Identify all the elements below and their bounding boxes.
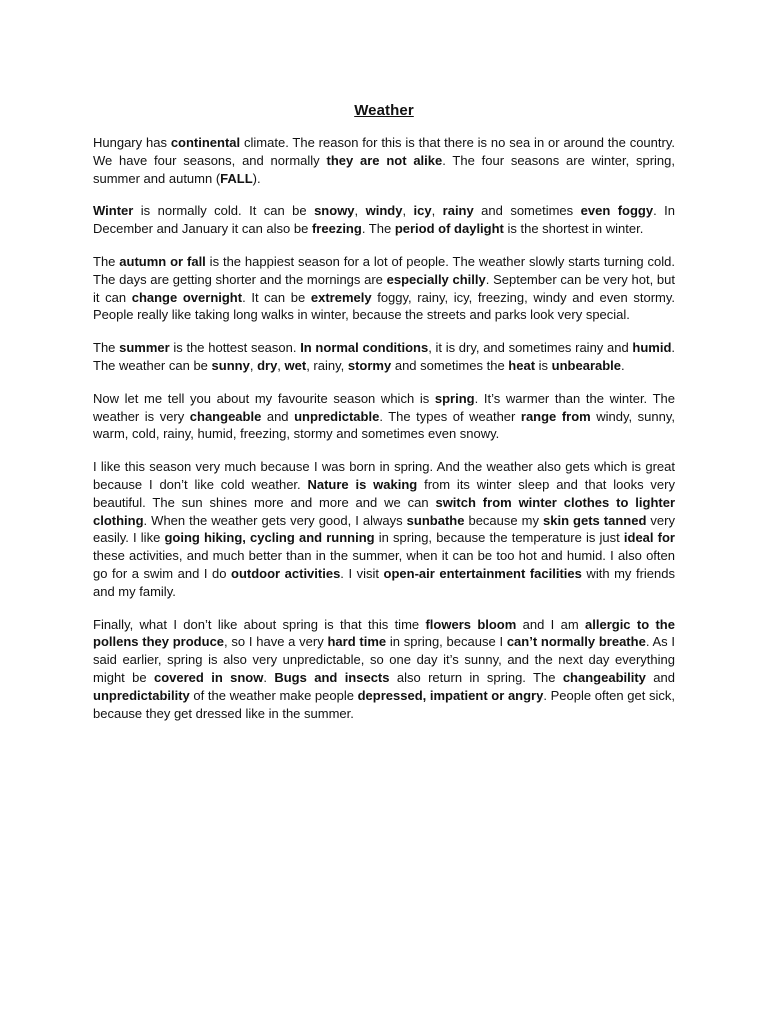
bold-phrase: unbearable [551, 357, 622, 373]
text-run: I like this season very much because I was born in spring. And the weather also gets which is great because I don’t like cold weather. [93, 459, 675, 492]
text-run: with my friends and my family. [93, 565, 675, 599]
text-run: , [402, 203, 414, 219]
text-run: of the weather make people [189, 687, 358, 703]
bold-phrase: humid [632, 340, 672, 356]
text-run: in spring, because the temperature is just [374, 530, 624, 546]
bold-phrase: In normal conditions [300, 340, 429, 356]
bold-phrase: switch from winter clothes to lighter clothing [93, 494, 675, 528]
paragraph [93, 253, 675, 324]
bold-phrase: covered in snow [153, 669, 264, 685]
text-run: . The four seasons are winter, spring, summer and autumn ( [93, 152, 675, 186]
text-run: and I am [516, 616, 586, 632]
bold-phrase: period of daylight [394, 221, 504, 237]
text-run: is the hottest season. [169, 340, 301, 356]
bold-phrase: changeability [562, 669, 646, 685]
bold-phrase: icy [413, 203, 432, 219]
text-run: and [645, 669, 675, 685]
paragraph [93, 202, 675, 238]
bold-phrase: they are not alike [326, 152, 443, 168]
bold-phrase: snowy [314, 203, 355, 219]
text-run: , [354, 203, 366, 219]
text-run: . [263, 669, 275, 685]
text-run: Finally, what I don’t like about spring is that this time [93, 616, 426, 632]
text-run: is the shortest in winter. [503, 221, 644, 237]
bold-phrase: even foggy [580, 203, 654, 219]
bold-phrase: Winter [93, 203, 134, 219]
bold-phrase: spring [434, 390, 475, 406]
text-run: . The types of weather [379, 408, 521, 424]
bold-phrase: autumn or fall [119, 253, 206, 269]
bold-phrase: sunny [211, 357, 250, 373]
bold-phrase: ideal for [623, 530, 675, 546]
bold-phrase: unpredictability [93, 687, 190, 703]
text-run: foggy, rainy, icy, freezing, windy and even stormy. People really like taking long walks in winter, because the streets and parks look very special. [93, 289, 676, 323]
bold-phrase: summer [119, 340, 170, 356]
bold-phrase: outdoor activities [231, 565, 341, 581]
paragraph [93, 616, 675, 723]
bold-phrase: going hiking, cycling and running [164, 530, 375, 546]
bold-phrase: skin gets tanned [543, 512, 647, 528]
bold-phrase: FALL [220, 170, 253, 186]
bold-phrase: changeable [189, 408, 262, 424]
bold-phrase: unpredictable [294, 408, 380, 424]
bold-phrase: Bugs and insects [274, 669, 390, 685]
text-run: . When the weather gets very good, I always [143, 512, 407, 528]
bold-phrase: Nature is waking [307, 476, 418, 492]
text-run: . [621, 357, 625, 373]
paragraph [93, 134, 675, 187]
text-run: , it is dry, and sometimes rainy and [428, 340, 633, 356]
text-run: . It can be [242, 289, 311, 305]
text-run: windy, sunny, warm, cold, rainy, humid, freezing, stormy and sometimes even snowy. [93, 408, 675, 442]
text-run: . The [361, 221, 395, 237]
text-run: The [93, 340, 120, 356]
text-run: . September can be very hot, but it can [93, 271, 675, 305]
text-run: , [249, 357, 258, 373]
bold-phrase: wet [284, 357, 307, 373]
bold-phrase: sunbathe [406, 512, 465, 528]
text-run: . In December and January it can also be [93, 203, 675, 237]
bold-phrase: depressed, impatient or angry [357, 687, 544, 703]
text-run: Now let me tell you about my favourite season which is [93, 390, 435, 406]
text-run: climate. The reason for this is that there is no sea in or around the country. We have four seasons, and normally [93, 135, 675, 168]
bold-phrase: especially chilly [386, 271, 486, 287]
text-run: . The weather can be [93, 340, 676, 373]
text-run: , rainy, [306, 357, 348, 373]
text-run: Hungary has [93, 135, 171, 150]
bold-phrase: range from [520, 408, 591, 424]
document-body [93, 134, 675, 737]
bold-phrase: heat [508, 357, 536, 373]
text-run: these activities, and much better than in the summer, when it can be too hot and humid. I also often go for a swim and I do [93, 548, 675, 581]
text-run: . It’s warmer than the winter. The weather is very [93, 390, 675, 424]
text-run: from its winter sleep and that looks very beautiful. The sun shines more and more and we can [93, 476, 675, 510]
paragraph [93, 390, 675, 443]
bold-phrase: dry [257, 357, 278, 373]
bold-phrase: allergic to the pollens they produce [93, 616, 675, 650]
text-run: is normally cold. It can be [133, 203, 315, 219]
text-run: very easily. I like [93, 512, 675, 546]
text-run: . I visit [340, 565, 384, 581]
document-title: Weather [354, 102, 414, 119]
bold-phrase: continental [170, 135, 241, 150]
bold-phrase: open-air entertainment facilities [383, 565, 582, 581]
text-run: ). [252, 170, 261, 186]
bold-phrase: windy [365, 203, 403, 219]
text-run: . As I said earlier, spring is also very unpredictable, so one day it’s sunny, and the next day everything might be [93, 634, 675, 685]
text-run: in spring, because I [386, 634, 507, 650]
bold-phrase: extremely [310, 289, 372, 305]
bold-phrase: change overnight [131, 289, 243, 305]
text-run: is [535, 357, 552, 373]
text-run: , [277, 357, 285, 373]
text-run: and sometimes [473, 203, 581, 219]
text-run: and [261, 408, 295, 424]
text-run: because my [464, 512, 543, 528]
text-run: , so I have a very [224, 634, 328, 650]
bold-phrase: flowers bloom [425, 616, 517, 632]
bold-phrase: hard time [327, 634, 387, 650]
text-run: . People often get sick, because they get dressed like in the summer. [93, 687, 675, 721]
paragraph [93, 339, 675, 375]
paragraph [93, 458, 675, 600]
text-run: is the happiest season for a lot of people. The weather slowly starts turning cold. The days are getting shorter and the mornings are [93, 253, 676, 287]
bold-phrase: can’t normally breathe [506, 634, 646, 650]
text-run: The [93, 253, 120, 269]
bold-phrase: freezing [311, 221, 362, 237]
bold-phrase: stormy [347, 357, 392, 373]
text-run: , [431, 203, 443, 219]
text-run: and sometimes the [391, 357, 509, 373]
text-run: also return in spring. The [389, 669, 563, 685]
bold-phrase: rainy [442, 203, 474, 219]
